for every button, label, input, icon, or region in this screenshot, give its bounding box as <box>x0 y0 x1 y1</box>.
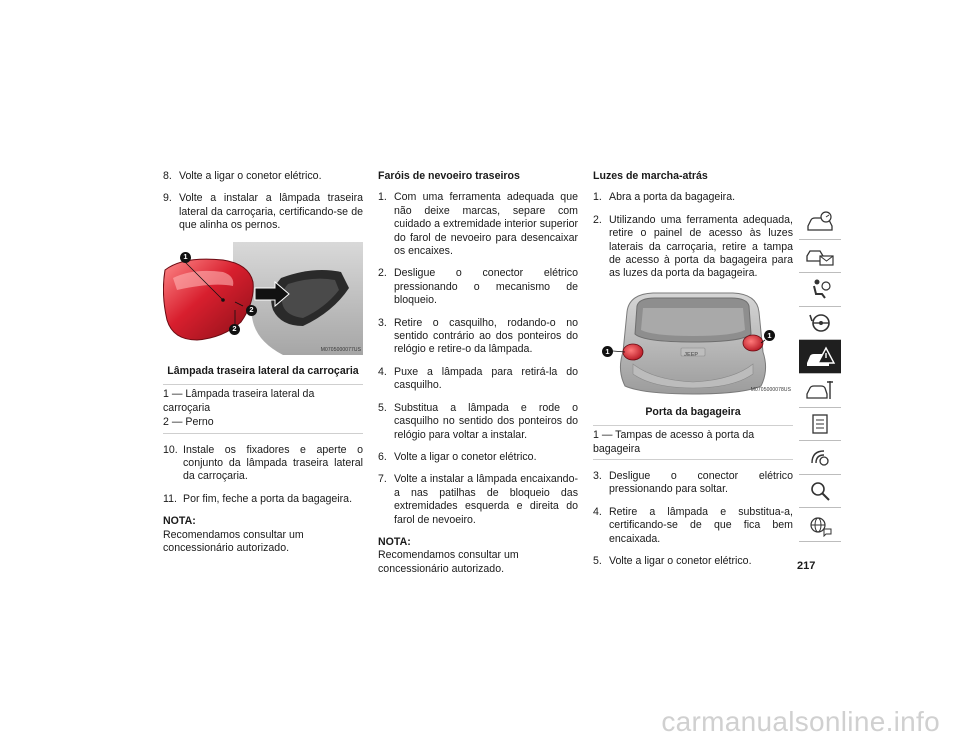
legend-item: 1 — Lâmpada traseira lateral da carroçaria <box>163 388 315 414</box>
specifications-list-icon <box>804 412 836 436</box>
tab-servicing-and-maintenance[interactable] <box>799 374 841 408</box>
step-3 <box>593 470 793 497</box>
step-5 <box>593 555 793 568</box>
search-index-icon <box>804 479 836 503</box>
tab-getting-to-know-vehicle[interactable] <box>799 206 841 240</box>
step-11 <box>163 493 363 506</box>
tab-in-case-of-emergency[interactable] <box>799 340 841 374</box>
step-number: 9. <box>163 192 172 205</box>
tab-index[interactable] <box>799 475 841 509</box>
liftgate-illustration <box>593 290 793 400</box>
legend-item: 1 — Tampas de acesso à porta da bagageira <box>593 429 755 455</box>
figure-caption: Lâmpada traseira lateral da carroçaria <box>167 365 359 378</box>
step-text: Utilizando uma ferramenta adequada, retire o painel de acesso às luzes laterais da carroçaria, retire a tampa de acesso à porta da bagageira para as luzes da porta da bagageira. <box>609 213 793 280</box>
multimedia-icon <box>804 445 836 469</box>
step-number: 6. <box>378 450 387 463</box>
note <box>163 515 363 555</box>
tab-safety[interactable] <box>799 273 841 307</box>
step-text: Volte a instalar a lâmpada encaixando-a nas patilhas de bloqueio das extremidades esquerda e direita do farol de nevoeiro. <box>394 473 578 526</box>
step-4 <box>593 506 793 546</box>
figure-caption: Porta da bagageira <box>645 405 741 418</box>
note-text: Recomendamos consultar um concessionário autorizado. <box>378 549 519 575</box>
note <box>378 536 578 576</box>
callout-2: 2 <box>246 305 257 316</box>
step-number: 8. <box>163 170 172 182</box>
car-envelope-icon <box>804 244 836 268</box>
step-text: Volte a ligar o conetor elétrico. <box>394 450 537 463</box>
step-number: 2. <box>378 267 387 280</box>
column-2 <box>378 170 578 576</box>
tab-languages[interactable] <box>799 508 841 542</box>
step-number: 2. <box>593 213 602 226</box>
step-9 <box>163 192 363 232</box>
step <box>378 267 578 307</box>
step-text: Volte a ligar o conetor elétrico. <box>609 555 752 568</box>
step-number: 11. <box>163 492 177 505</box>
step-text: Puxe a lâmpada para retirá-la do casquilho. <box>394 365 578 392</box>
callout-2-lower: 2 <box>229 324 240 335</box>
page-number: 217 <box>797 560 816 572</box>
note-label: NOTA: <box>163 515 196 528</box>
car-gauge-icon <box>804 210 836 234</box>
side-lamp-illustration <box>163 242 363 355</box>
step-number: 5. <box>593 555 602 568</box>
figure-liftgate <box>593 290 793 400</box>
callout-1-left: 1 <box>602 346 613 357</box>
step <box>378 191 578 258</box>
step-8 <box>163 170 363 183</box>
step <box>378 402 578 442</box>
step <box>378 366 578 393</box>
car-emergency-icon <box>804 345 836 369</box>
step-1 <box>593 191 793 204</box>
tab-starting-and-operating[interactable] <box>799 307 841 341</box>
note-text: Recomendamos consultar um concessionário autorizado. <box>163 528 304 555</box>
step-number: 1. <box>593 191 602 204</box>
watermark: carmanualsonline.info <box>661 706 940 737</box>
section-heading: Faróis de nevoeiro traseiros <box>378 170 520 182</box>
step-text: Desligue o conector elétrico pressionando o mecanismo de bloqueio. <box>394 267 578 307</box>
step-number: 7. <box>378 473 387 486</box>
step-number: 1. <box>378 191 387 204</box>
step-text: Retire o casquilho, rodando-o no sentido contrário ao dos ponteiros do relógio e retire-o da lâmpada. <box>394 316 578 356</box>
step-text: Volte a instalar a lâmpada traseira lateral da carroçaria, certificando-se de que alinha os pernos. <box>179 192 363 232</box>
car-wrench-icon <box>804 378 836 402</box>
note-label: NOTA: <box>378 535 411 548</box>
figure-legend <box>163 384 363 433</box>
step-text: Abra a porta da bagageira. <box>609 191 736 204</box>
step-text: Retire a lâmpada e substitua-a, certificando-se de que fica bem encaixada. <box>609 505 793 545</box>
step-number: 5. <box>378 401 387 414</box>
figure-legend <box>593 425 793 460</box>
language-globe-icon <box>804 513 836 537</box>
step-number: 3. <box>593 470 602 483</box>
column-1 <box>163 170 363 556</box>
callout-1: 1 <box>180 252 191 263</box>
step-text: Substitua a lâmpada e rode o casquilho no sentido dos ponteiros do relógio para voltar a instalar. <box>394 401 578 441</box>
liftgate-badge: JEEP <box>684 351 699 358</box>
step-10 <box>163 444 363 484</box>
figure-code: M0705000077US <box>320 346 361 353</box>
column-3 <box>593 170 793 578</box>
tab-instrument-panel[interactable] <box>799 240 841 274</box>
step-text: Por fim, feche a porta da bagageira. <box>183 492 353 505</box>
step-2 <box>593 214 793 281</box>
step-number: 4. <box>378 365 387 378</box>
seat-airbag-icon <box>804 277 836 301</box>
step-number: 10. <box>163 443 178 456</box>
tab-multimedia[interactable] <box>799 441 841 475</box>
step <box>378 451 578 464</box>
step-text: Volte a ligar o conetor elétrico. <box>179 170 322 182</box>
step <box>378 317 578 357</box>
section-heading: Luzes de marcha-atrás <box>593 170 708 182</box>
figure-code: M0705000078US <box>750 387 791 394</box>
legend-item: 2 — Perno <box>163 416 214 429</box>
step-text: Desligue o conector elétrico pressionando para soltar. <box>609 470 793 496</box>
step <box>378 473 578 527</box>
step-text: Com uma ferramenta adequada que não deixe marcas, separe com cuidado a extremidade interior superior do farol de nevoeiro para desencaixar os encaixes. <box>394 191 578 258</box>
tab-technical-specifications[interactable] <box>799 408 841 442</box>
steering-wheel-icon <box>804 311 836 335</box>
callout-1-right: 1 <box>764 330 775 341</box>
chapter-tabs <box>799 206 841 542</box>
step-number: 3. <box>378 316 387 329</box>
step-number: 4. <box>593 505 602 518</box>
step-text: Instale os fixadores e aperte o conjunto da lâmpada traseira lateral da carroçaria. <box>183 443 363 483</box>
figure-side-lamp <box>163 242 363 359</box>
